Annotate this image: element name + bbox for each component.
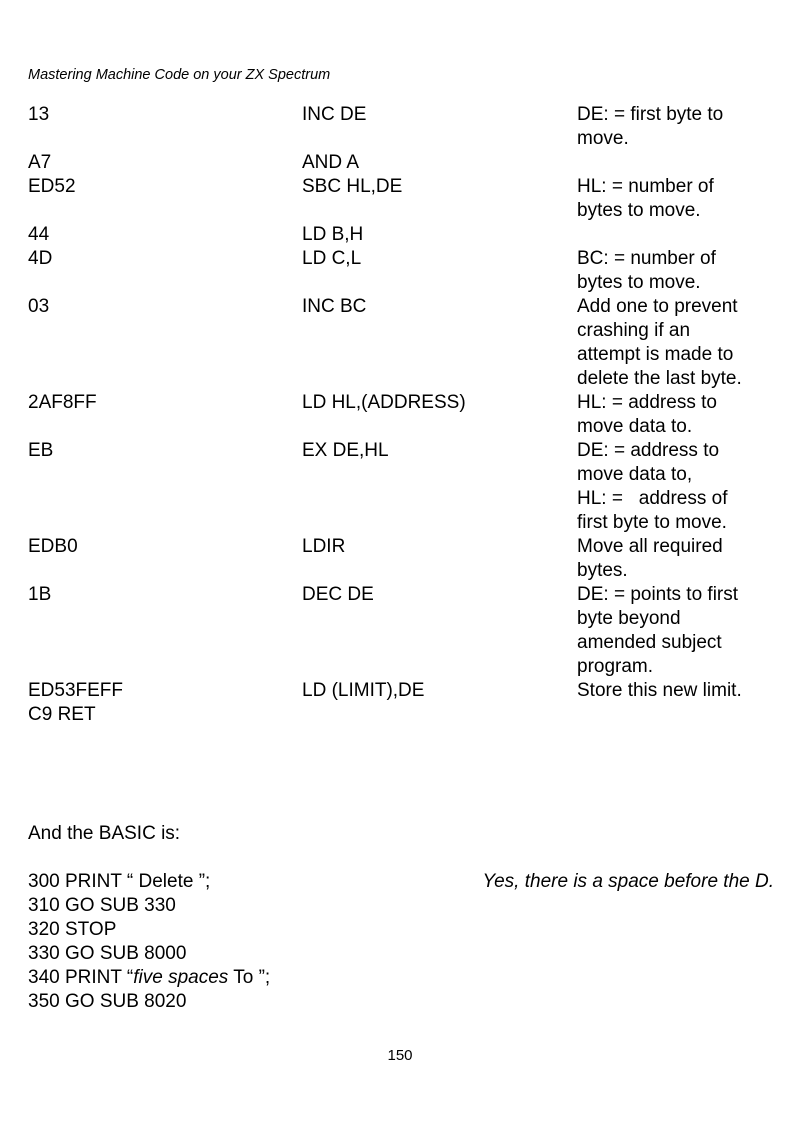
comment bbox=[577, 535, 782, 583]
hex-code: EB bbox=[28, 440, 54, 461]
comment bbox=[577, 247, 782, 295]
basic-line: 330 GO SUB 8000 bbox=[28, 943, 187, 964]
page-number: 150 bbox=[387, 1047, 413, 1064]
comment-line: delete the last byte. bbox=[577, 368, 742, 389]
listing-row bbox=[28, 679, 788, 703]
comment-line: HL: = address to bbox=[577, 392, 717, 413]
mnemonic: DEC DE bbox=[302, 584, 374, 605]
listing-row bbox=[28, 583, 788, 679]
hex-code: ED53FEFF bbox=[28, 680, 124, 701]
comment-line: amended subject bbox=[577, 632, 722, 653]
comment bbox=[577, 103, 782, 151]
comment-line: bytes to move. bbox=[577, 200, 701, 221]
comment-line: HL: = address of bbox=[577, 488, 728, 509]
basic-line bbox=[28, 870, 788, 894]
hex-code: 44 bbox=[28, 224, 50, 245]
basic-line: 320 STOP bbox=[28, 919, 117, 940]
hex-code: A7 bbox=[28, 152, 52, 173]
running-header: Mastering Machine Code on your ZX Spectrum bbox=[28, 67, 331, 83]
comment-line: move. bbox=[577, 128, 629, 149]
ret-line: C9 RET bbox=[28, 704, 96, 725]
hex-code: 1B bbox=[28, 584, 52, 605]
comment bbox=[577, 151, 782, 175]
margin-note: Yes, there is a space before the D. bbox=[482, 871, 774, 892]
hex-code: 13 bbox=[28, 104, 50, 125]
listing-row bbox=[28, 247, 788, 295]
basic-line: 310 GO SUB 330 bbox=[28, 895, 176, 916]
comment-line: DE: = address to bbox=[577, 440, 720, 461]
basic-line: 350 GO SUB 8020 bbox=[28, 991, 187, 1012]
mnemonic: EX DE,HL bbox=[302, 440, 389, 461]
mnemonic: INC BC bbox=[302, 296, 367, 317]
basic-line-text: 300 PRINT “ Delete ”; bbox=[28, 871, 211, 892]
listing-row bbox=[28, 151, 788, 175]
comment-line: DE: = first byte to bbox=[577, 104, 724, 125]
comment-line: DE: = points to first bbox=[577, 584, 739, 605]
listing-row bbox=[28, 103, 788, 151]
comment-line: Add one to prevent bbox=[577, 296, 738, 317]
machine-code-listing bbox=[28, 103, 788, 727]
mnemonic: LD B,H bbox=[302, 224, 364, 245]
comment bbox=[577, 391, 782, 439]
mnemonic: AND A bbox=[302, 152, 360, 173]
comment-line: bytes to move. bbox=[577, 272, 701, 293]
basic-intro: And the BASIC is: bbox=[28, 823, 181, 844]
comment-line: HL: = number of bbox=[577, 176, 714, 197]
mnemonic: LDIR bbox=[302, 536, 346, 557]
hex-code: ED52 bbox=[28, 176, 76, 197]
mnemonic: LD C,L bbox=[302, 248, 362, 269]
basic-line-text: 340 PRINT “ bbox=[28, 967, 134, 988]
comment-line: bytes. bbox=[577, 560, 628, 581]
comment bbox=[577, 439, 782, 535]
comment-line: move data to. bbox=[577, 416, 693, 437]
listing-row bbox=[28, 175, 788, 223]
listing-row bbox=[28, 439, 788, 535]
italic-placeholder: five spaces bbox=[133, 967, 229, 988]
basic-line-text: To ”; bbox=[228, 967, 271, 988]
listing-row bbox=[28, 223, 788, 247]
basic-line bbox=[28, 966, 788, 990]
comment bbox=[577, 175, 782, 223]
comment-line: move data to, bbox=[577, 464, 693, 485]
comment-line: attempt is made to bbox=[577, 344, 734, 365]
listing-row bbox=[28, 535, 788, 583]
mnemonic: LD (LIMIT),DE bbox=[302, 680, 425, 701]
comment-line: program. bbox=[577, 656, 654, 677]
mnemonic: SBC HL,DE bbox=[302, 176, 403, 197]
hex-code: 2AF8FF bbox=[28, 392, 97, 413]
hex-code: EDB0 bbox=[28, 536, 78, 557]
comment-line: first byte to move. bbox=[577, 512, 727, 533]
comment-line: Move all required bbox=[577, 536, 723, 557]
comment-line: byte beyond bbox=[577, 608, 681, 629]
listing-row bbox=[28, 295, 788, 391]
comment-line: BC: = number of bbox=[577, 248, 716, 269]
basic-listing bbox=[28, 870, 788, 1014]
hex-code: 03 bbox=[28, 296, 50, 317]
listing-row bbox=[28, 391, 788, 439]
comment bbox=[577, 583, 782, 679]
comment bbox=[577, 295, 782, 391]
comment-line: crashing if an bbox=[577, 320, 691, 341]
comment bbox=[577, 679, 782, 703]
comment bbox=[577, 223, 782, 247]
hex-code: 4D bbox=[28, 248, 53, 269]
comment-line: Store this new limit. bbox=[577, 680, 742, 701]
mnemonic: INC DE bbox=[302, 104, 367, 125]
mnemonic: LD HL,(ADDRESS) bbox=[302, 392, 466, 413]
